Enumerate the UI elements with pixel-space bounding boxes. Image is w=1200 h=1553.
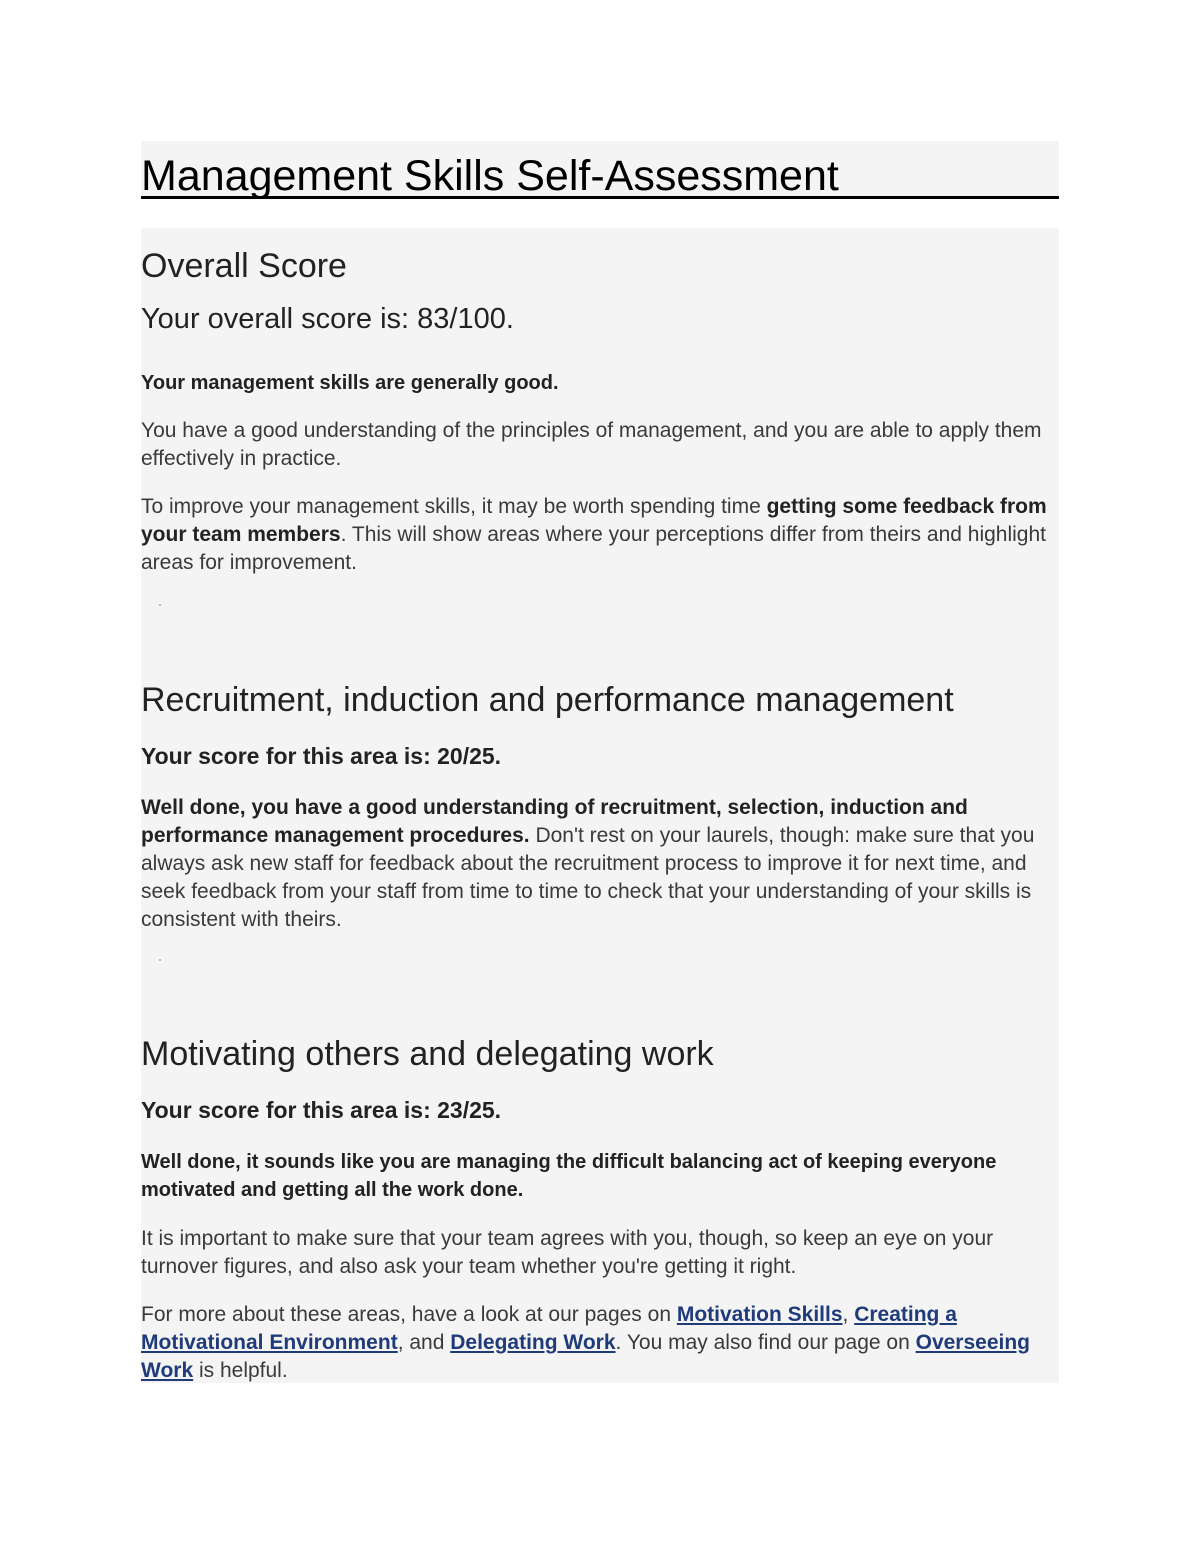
- overall-paragraph-2: [141, 493, 1059, 577]
- motivational-environment-link[interactable]: Creating a Motivational Environment: [141, 1303, 957, 1354]
- overall-paragraph-2-bold: getting some feedback from your team members: [141, 495, 1047, 546]
- motivating-score: Your score for this area is: 23/25.: [141, 1097, 502, 1123]
- links-sep-1: ,: [842, 1303, 855, 1326]
- motivating-summary: Well done, it sounds like you are managing the difficult balancing act of keeping everyone motivated and getting all the work done.: [141, 1151, 997, 1201]
- title-bar: [141, 141, 1059, 199]
- spacer-dot: [159, 959, 161, 961]
- motivating-links-paragraph: [141, 1301, 1059, 1385]
- overall-paragraph-2-end: . This will show areas where your perceptions differ from theirs and highlight areas for improvement.: [141, 523, 1046, 574]
- recruitment-heading: Recruitment, induction and performance management: [141, 681, 954, 719]
- overall-paragraph-2-start: To improve your management skills, it may be worth spending time: [141, 495, 767, 518]
- delegating-work-link[interactable]: Delegating Work: [450, 1331, 616, 1354]
- recruitment-paragraph: [141, 794, 1059, 934]
- recruitment-score: Your score for this area is: 20/25.: [141, 743, 502, 769]
- overall-paragraph-1: You have a good understanding of the principles of management, and you are able to apply them effectively in practice.: [141, 419, 1042, 470]
- overseeing-work-link[interactable]: Overseeing Work: [141, 1331, 1031, 1382]
- recruitment-paragraph-bold: Well done, you have a good understanding of recruitment, selection, induction and performance management procedures.: [141, 796, 968, 847]
- motivating-paragraph-1: It is important to make sure that your team agrees with you, though, so keep an eye on your turnover figures, and also ask your team whether you're getting it right.: [141, 1227, 994, 1278]
- overall-heading: Overall Score: [141, 247, 347, 285]
- links-end: is helpful.: [193, 1359, 288, 1382]
- overall-score: Your overall score is: 83/100.: [141, 303, 514, 335]
- spacer-dot: [159, 604, 161, 606]
- page-title: Management Skills Self-Assessment: [141, 152, 839, 200]
- recruitment-paragraph-rest: Don't rest on your laurels, though: make sure that you always ask new staff for feedback about the recruitment process to improve it for next time, and seek feedback from your staff from time to time to check that your understanding of your skills is consistent with theirs.: [141, 824, 1035, 931]
- links-intro: For more about these areas, have a look at our pages on: [141, 1303, 677, 1326]
- links-sep-2: , and: [397, 1331, 451, 1354]
- results-panel: [141, 228, 1059, 1383]
- motivating-heading: Motivating others and delegating work: [141, 1035, 714, 1073]
- motivation-skills-link[interactable]: Motivation Skills: [676, 1303, 843, 1326]
- overall-summary: Your management skills are generally good.: [141, 372, 559, 394]
- links-mid: . You may also find our page on: [615, 1331, 916, 1354]
